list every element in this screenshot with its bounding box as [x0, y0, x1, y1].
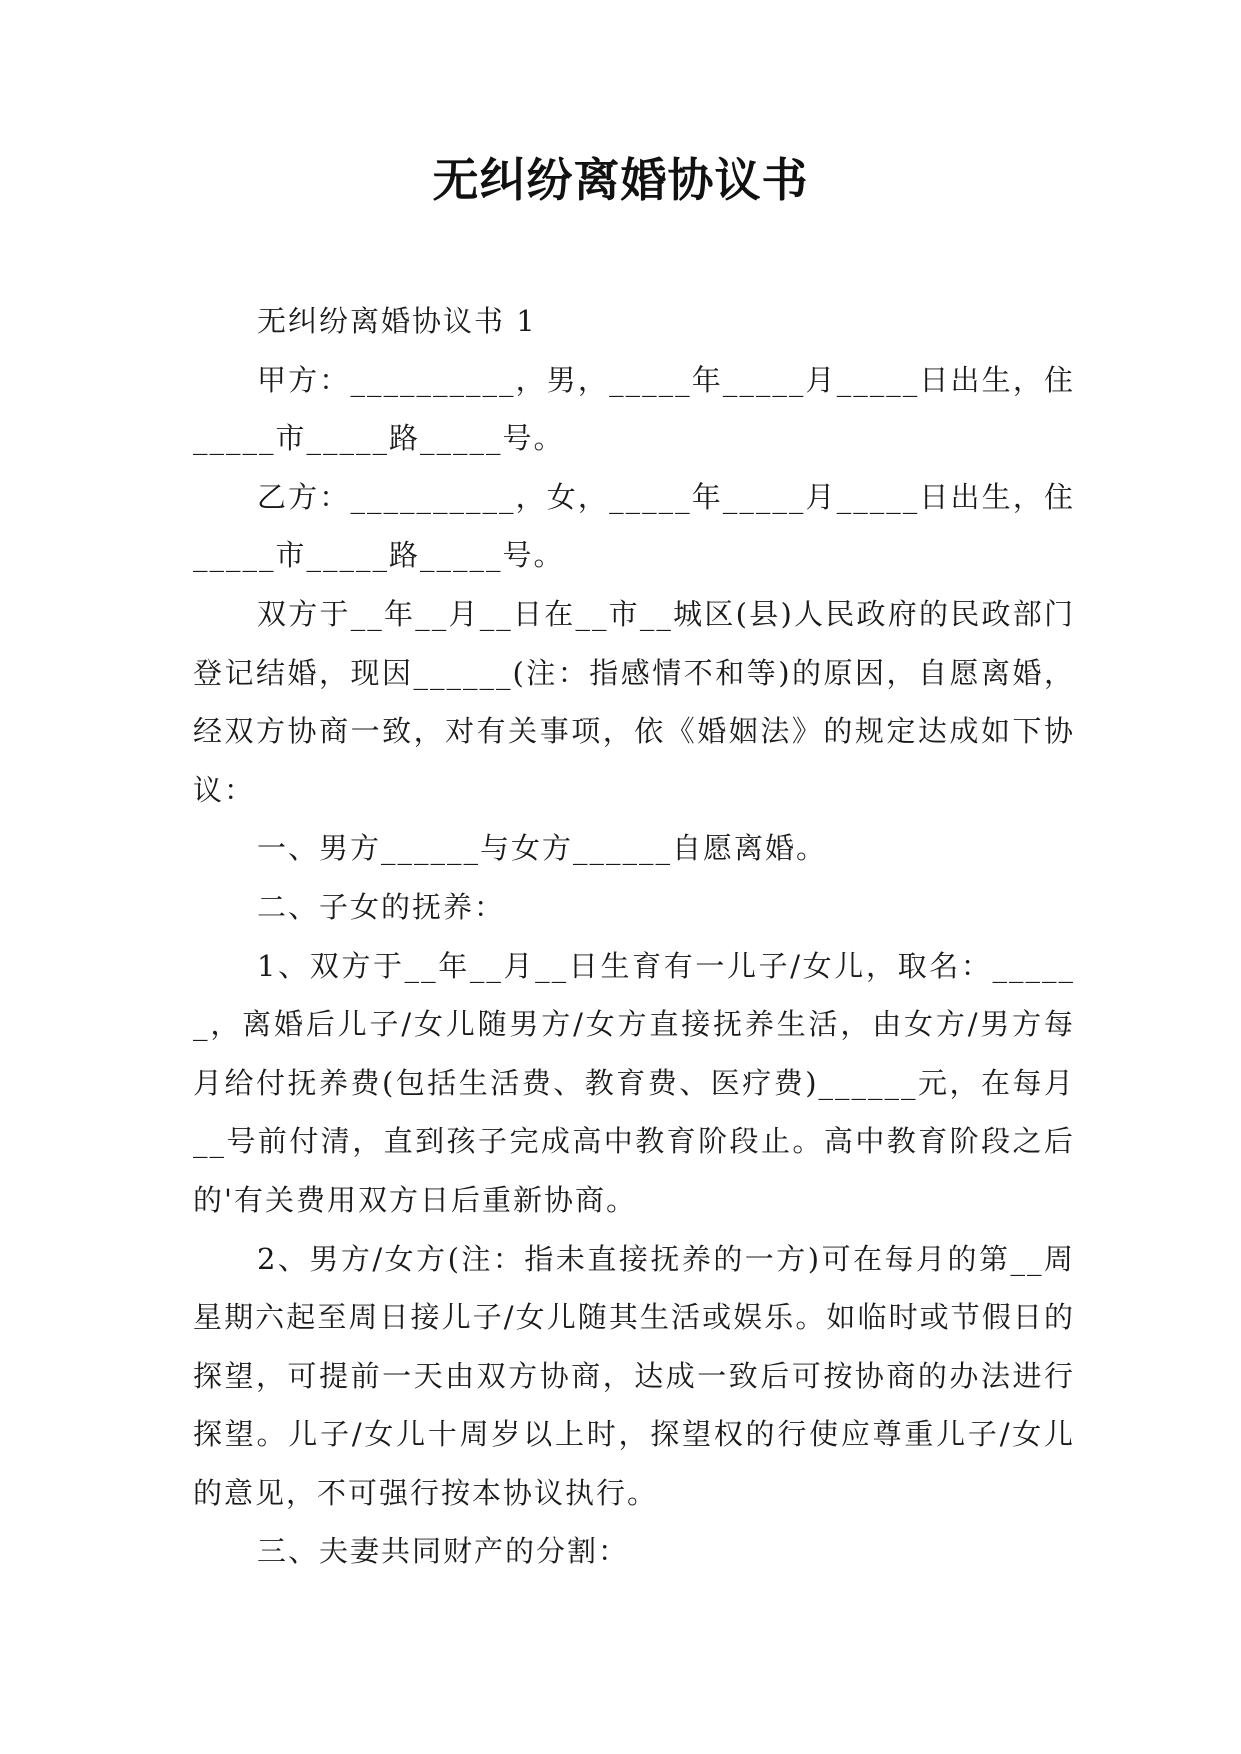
party-b-paragraph: 乙方：__________，女，_____年_____月_____日出生，住_____市_____路_____号。: [193, 479, 1075, 573]
marriage-registration-paragraph: 双方于__年__月__日在__市__城区(县)人民政府的民政部门登记结婚，现因______(注：指感情不和等)的原因，自愿离婚，经双方协商一致，对有关事项，依《婚姻法》的规定达成如下协议：: [193, 596, 1075, 807]
party-a-paragraph: 甲方：__________，男，_____年_____月_____日出生，住_____市_____路_____号。: [193, 362, 1075, 456]
section-heading: 无纠纷离婚协议书 1: [257, 304, 537, 338]
clause-three-heading: 三、夫妻共同财产的分割：: [257, 1534, 630, 1569]
clause-one-paragraph: 一、男方______与女方______自愿离婚。: [257, 831, 828, 866]
child-custody-paragraph: 1、双方于__年__月__日生育有一儿子/女儿，取名：______，离婚后儿子/女儿随男方/女方直接抚养生活，由女方/男方每月给付抚养费(包括生活费、教育费、医疗费)______元，在每月__号前付清，直到孩子完成高中教育阶段止。高中教育阶段之后的'有关费用双方日后重新协商。: [193, 948, 1075, 1217]
document-body: [193, 292, 1075, 1581]
clause-two-heading: 二、子女的抚养：: [257, 889, 506, 924]
visitation-paragraph: 2、男方/女方(注：指未直接抚养的一方)可在每月的第__周星期六起至周日接儿子/女儿随其生活或娱乐。如临时或节假日的探望，可提前一天由双方协商，达成一致后可按协商的办法进行探望。儿子/女儿十周岁以上时，探望权的行使应尊重儿子/女儿的意见，不可强行按本协议执行。: [193, 1241, 1075, 1510]
document-title: 无纠纷离婚协议书: [432, 153, 809, 207]
